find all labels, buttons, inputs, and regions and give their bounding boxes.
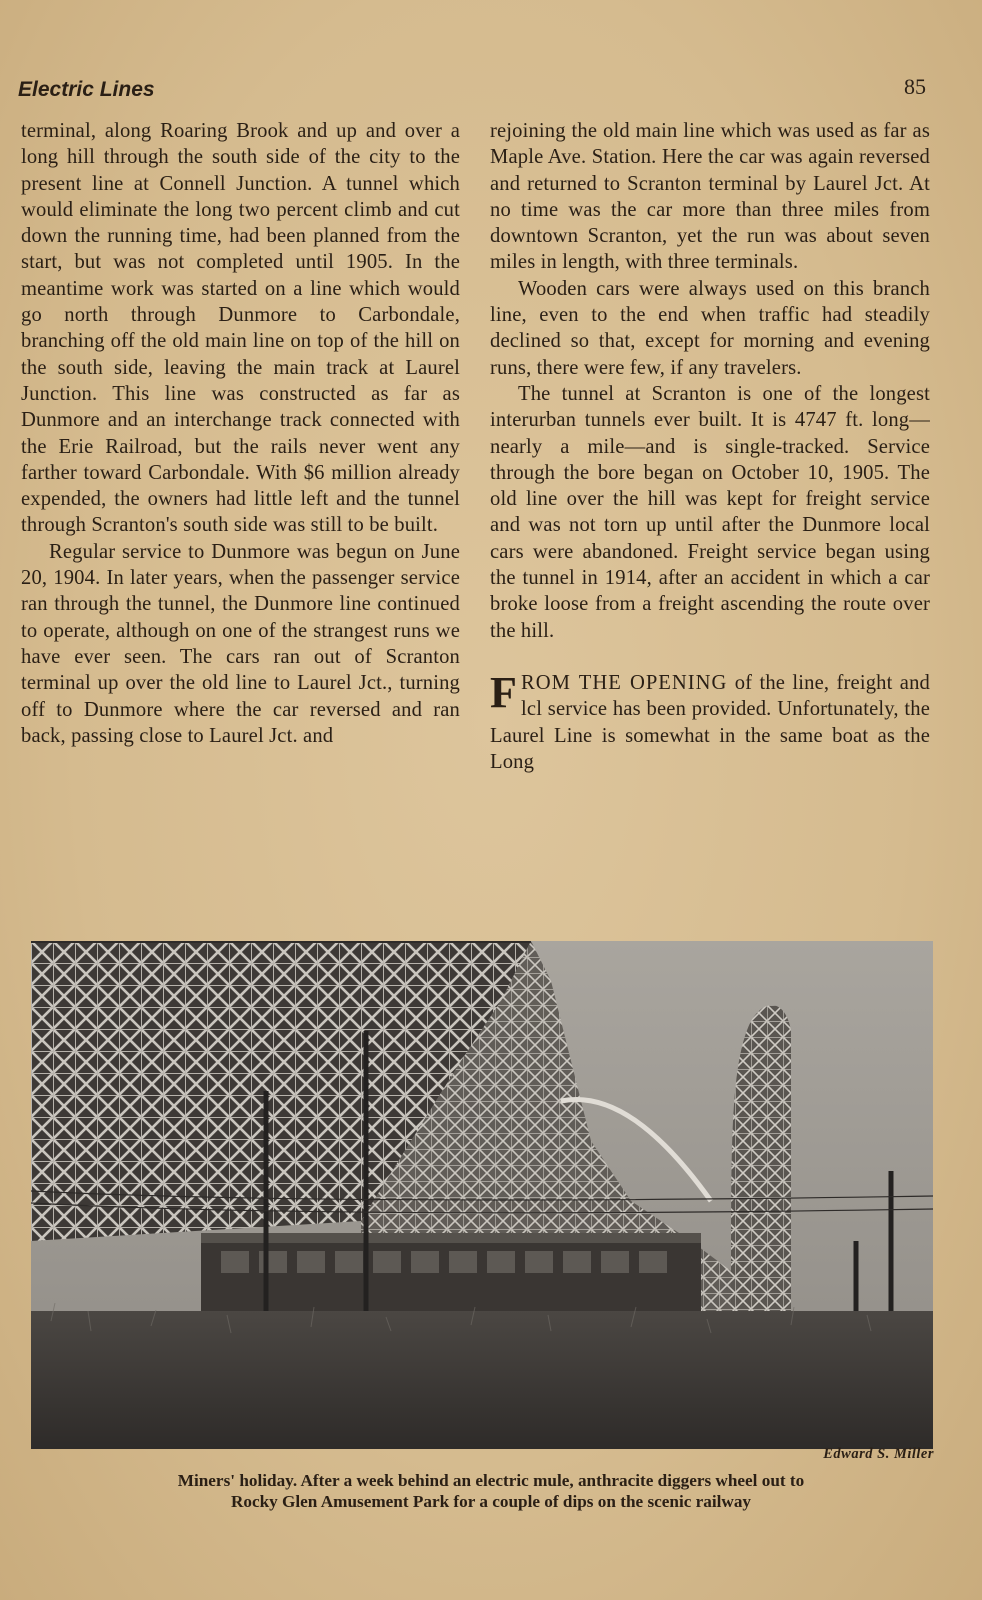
photo-caption [60, 1470, 922, 1512]
photo-illustration [31, 941, 933, 1449]
section-break [490, 644, 930, 670]
trolley-car-roof [201, 1233, 701, 1243]
page-number: 85 [904, 74, 926, 99]
drop-cap-letter: F [490, 667, 518, 717]
left-text-column [21, 118, 460, 918]
paragraph-text: of the line, freight and lcl service has been provided. Unfortunately, the Laurel Line is somewhat in the same boat as the Long [490, 671, 930, 773]
paragraph: rejoining the old main line which was used as far as Maple Ave. Station. Here the car was again reversed and returned to Scranton terminal by Laurel Jct. At no time was the car more than three miles from downtown Scranton, yet the run was about seven miles in length, with three terminals. [490, 120, 930, 274]
paragraph: Regular service to Dunmore was begun on June 20, 1904. In later years, when the passenger service ran through the tunnel, the Dunmore line continued to operate, although on one of the strangest runs we have ever seen. The cars ran out of Scranton terminal up over the old line to Laurel Jct., turning off to Dunmore where the car reversed and ran back, passing close to Laurel Jct. and [21, 540, 460, 747]
right-text-column [490, 118, 930, 918]
paragraph: Wooden cars were always used on this branch line, even to the end when traffic had steadily declined so that, except for morning and evening runs, there were few, if any travelers. [490, 277, 930, 379]
paragraph: The tunnel at Scranton is one of the longest interurban tunnels ever built. It is 4747 ft. long—nearly a mile—and is single-tracked. Service through the bore began on October 10, 1905. The old line over the hill was kept for freight service and was not torn up until after the Dunmore local cars were abandoned. Freight service began using the tunnel in 1914, after an accident in which a car broke loose from a freight ascending the route over the hill. [490, 382, 930, 642]
roller-coaster-photo [31, 941, 933, 1449]
paragraph-dropcap [490, 667, 930, 775]
lead-in-caps: ROM THE OPENING [521, 671, 728, 694]
paragraph: terminal, along Roaring Brook and up and over a long hill through the south side of the city to the present line at Connell Junction. A tunnel which would eliminate the long two percent climb and cut down the running time, had been planned from the start, but was not completed until 1905. In the meantime work was started on a line which would go north through Dunmore to Carbondale, branching off the old main line on top of the hill on the south side, leaving the main track at Laurel Junction. This line was constructed as far as Dunmore and an interchange track connected with the Erie Railroad, but the rails never went any farther toward Carbondale. With $6 million already expended, the owners had little left and the tunnel through Scranton's south side was still to be built. [21, 120, 460, 537]
photo-credit: Edward S. Miller [823, 1446, 934, 1462]
ground-foreground [31, 1311, 933, 1449]
running-head: Electric Lines [18, 78, 155, 101]
caption-line: Rocky Glen Amusement Park for a couple of dips on the scenic railway [230, 1492, 752, 1511]
caption-line: Miners' holiday. After a week behind an electric mule, anthracite diggers wheel out to [177, 1471, 805, 1490]
